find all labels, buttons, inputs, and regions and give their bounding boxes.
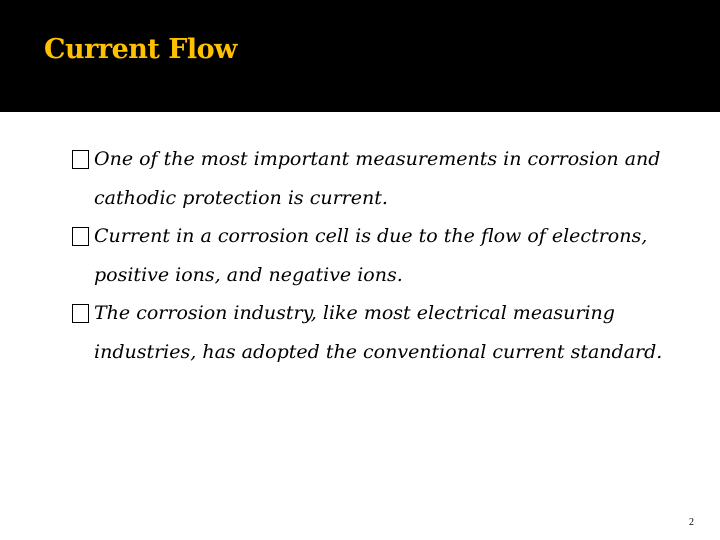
slide-title: Current Flow — [44, 34, 237, 65]
bullet-item — [72, 140, 672, 217]
title-bar — [0, 0, 720, 112]
bullet-list — [72, 140, 672, 371]
bullet-item — [72, 294, 672, 371]
square-bullet-icon — [72, 304, 89, 323]
bullet-text: Current in a corrosion cell is due to the flow of electrons, positive ions, and negative ions. — [94, 225, 648, 286]
page-number: 2 — [689, 517, 694, 528]
bullet-text: One of the most important measurements in corrosion and cathodic protection is current. — [94, 148, 661, 209]
square-bullet-icon — [72, 150, 89, 169]
bullet-item — [72, 217, 672, 294]
bullet-text: The corrosion industry, like most electrical measuring industries, has adopted the conventional current standard. — [94, 302, 663, 363]
square-bullet-icon — [72, 227, 89, 246]
